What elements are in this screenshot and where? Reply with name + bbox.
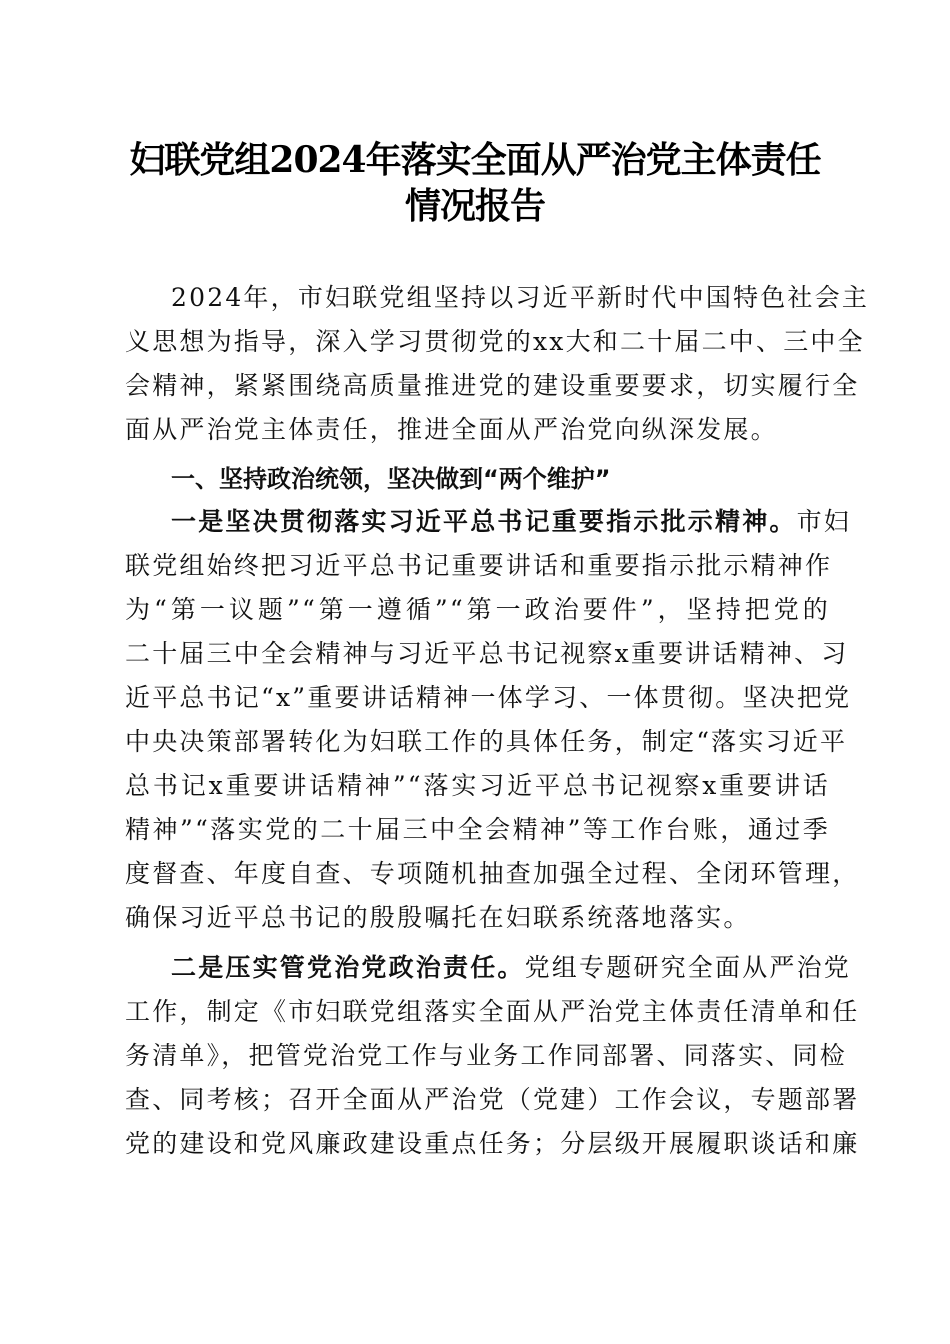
paragraph-line: 中央决策部署转化为妇联工作的具体任务，制定“落实习近平 [125,727,848,756]
intro-line: 2024年，市妇联党组坚持以习近平新时代中国特色社会主 [171,283,870,312]
paragraph-text: 党组专题研究全面从严治党 [524,953,852,982]
document-title-line-1: 妇联党组2024年落实全面从严治党主体责任 [129,139,821,181]
paragraph-line: 精神”“落实党的二十届三中全会精神”等工作台账，通过季 [125,815,830,844]
paragraph-line: 为“第一议题”“第一遵循”“第一政治要件”，坚持把党的 [125,595,830,624]
paragraph-lead: 二是压实管党治党政治责任。 [171,953,525,982]
section-heading: 一、坚持政治统领，坚决做到“两个维护” [171,465,611,493]
intro-line: 面从严治党主体责任，推进全面从严治党向纵深发展。 [125,415,778,444]
paragraph-lead: 一是坚决贯彻落实习近平总书记重要指示批示精神。 [171,507,797,536]
intro-line: 会精神，紧紧围绕高质量推进党的建设重要要求，切实履行全 [125,371,860,400]
intro-line: 义思想为指导，深入学习贯彻党的xx大和二十届二中、三中全 [125,327,865,356]
paragraph-line: 查、同考核；召开全面从严治党（党建）工作会议，专题部署 [125,1085,860,1114]
paragraph-line: 二十届三中全会精神与习近平总书记视察x重要讲话精神、习 [125,639,849,668]
paragraph-line: 党的建设和党风廉政建设重点任务；分层级开展履职谈话和廉 [125,1129,860,1158]
paragraph-line: 近平总书记“x”重要讲话精神一体学习、一体贯彻。坚决把党 [125,683,852,712]
paragraph-line: 务清单》，把管党治党工作与业务工作同部署、同落实、同检 [125,1041,847,1070]
paragraph-line: 联党组始终把习近平总书记重要讲话和重要指示批示精神作 [125,551,833,580]
paragraph-text: 市妇 [796,507,852,536]
paragraph-first-line [171,946,852,990]
paragraph-line: 总书记x重要讲话精神”“落实习近平总书记视察x重要讲话 [125,771,830,800]
document-title-line-2: 情况报告 [404,185,545,227]
paragraph-first-line [171,500,852,544]
paragraph-line: 确保习近平总书记的殷殷嘱托在妇联系统落地落实。 [125,903,751,932]
paragraph-line: 度督查、年度自查、专项随机抽查加强全过程、全闭环管理， [125,859,860,888]
paragraph-line: 工作，制定《市妇联党组落实全面从严治党主体责任清单和任 [125,997,860,1026]
